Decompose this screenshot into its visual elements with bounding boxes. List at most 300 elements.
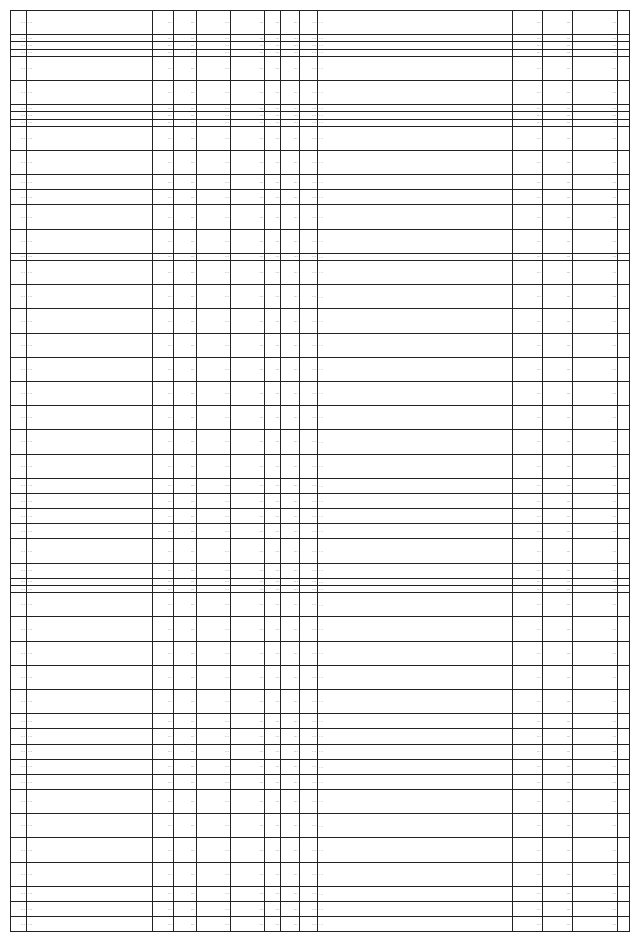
row-cost: … <box>572 11 618 35</box>
row-year-end: … <box>542 478 572 493</box>
row-works-list: … <box>318 617 513 641</box>
table-row <box>11 11 630 35</box>
table-row <box>11 539 630 563</box>
row-year-start: … <box>512 862 542 886</box>
table-row <box>11 56 630 80</box>
row-address: … <box>27 729 153 744</box>
row-living-area: … <box>231 838 265 862</box>
row-extra-value: … <box>299 229 317 253</box>
row-blank-cell <box>618 689 630 713</box>
row-blank-cell <box>618 838 630 862</box>
row-address: … <box>27 862 153 886</box>
row-cost: … <box>572 641 618 665</box>
row-address: … <box>27 886 153 901</box>
row-entrances: … <box>265 150 281 174</box>
row-build-year: … <box>173 478 196 493</box>
table-row <box>11 814 630 838</box>
row-year-end: … <box>542 175 572 190</box>
row-number: … <box>11 917 27 932</box>
row-living-area: … <box>231 285 265 309</box>
row-entrances: … <box>265 774 281 789</box>
row-year-end: … <box>542 229 572 253</box>
row-build-year: … <box>173 814 196 838</box>
row-floors: … <box>153 509 174 524</box>
row-year-end: … <box>542 357 572 381</box>
row-entrances: … <box>265 744 281 759</box>
row-works-list: … <box>318 430 513 454</box>
row-total-area: … <box>196 641 230 665</box>
row-total-area: … <box>196 593 230 617</box>
row-extra-value: … <box>299 862 317 886</box>
row-number: … <box>11 478 27 493</box>
row-living-area: … <box>231 641 265 665</box>
row-works-list: … <box>318 406 513 430</box>
row-residents: … <box>281 774 299 789</box>
row-extra-value: … <box>299 42 317 49</box>
row-entrances: … <box>265 689 281 713</box>
row-living-area: … <box>231 11 265 35</box>
row-works-list: … <box>318 790 513 814</box>
row-year-end: … <box>542 493 572 508</box>
row-address: … <box>27 454 153 478</box>
row-works-list: … <box>318 42 513 49</box>
row-residents: … <box>281 190 299 205</box>
row-residents: … <box>281 105 299 112</box>
row-extra-value: … <box>299 641 317 665</box>
row-works-list: … <box>318 309 513 333</box>
row-total-area: … <box>196 838 230 862</box>
row-year-start: … <box>512 205 542 229</box>
row-number: … <box>11 665 27 689</box>
row-works-list: … <box>318 35 513 42</box>
row-entrances: … <box>265 105 281 112</box>
row-residents: … <box>281 744 299 759</box>
row-total-area: … <box>196 714 230 729</box>
row-year-end: … <box>542 774 572 789</box>
row-cost: … <box>572 617 618 641</box>
row-total-area: … <box>196 493 230 508</box>
row-residents: … <box>281 838 299 862</box>
row-address: … <box>27 430 153 454</box>
row-number: … <box>11 381 27 405</box>
row-number: … <box>11 190 27 205</box>
row-build-year: … <box>173 759 196 774</box>
row-floors: … <box>153 714 174 729</box>
row-residents: … <box>281 126 299 150</box>
row-entrances: … <box>265 42 281 49</box>
row-number: … <box>11 617 27 641</box>
row-number: … <box>11 357 27 381</box>
row-blank-cell <box>618 42 630 49</box>
row-extra-value: … <box>299 333 317 357</box>
row-number: … <box>11 285 27 309</box>
row-address: … <box>27 309 153 333</box>
row-number: … <box>11 509 27 524</box>
row-entrances: … <box>265 862 281 886</box>
row-entrances: … <box>265 902 281 917</box>
row-blank-cell <box>618 205 630 229</box>
row-floors: … <box>153 49 174 56</box>
row-build-year: … <box>173 563 196 578</box>
row-living-area: … <box>231 190 265 205</box>
row-living-area: … <box>231 729 265 744</box>
row-residents: … <box>281 593 299 617</box>
row-residents: … <box>281 478 299 493</box>
row-total-area: … <box>196 759 230 774</box>
row-total-area: … <box>196 578 230 585</box>
row-extra-value: … <box>299 381 317 405</box>
row-works-list: … <box>318 886 513 901</box>
row-works-list: … <box>318 917 513 932</box>
row-address: … <box>27 759 153 774</box>
row-living-area: … <box>231 333 265 357</box>
row-cost: … <box>572 126 618 150</box>
row-year-end: … <box>542 205 572 229</box>
row-floors: … <box>153 119 174 126</box>
table-row <box>11 42 630 49</box>
row-total-area: … <box>196 406 230 430</box>
row-floors: … <box>153 586 174 593</box>
registry-page <box>10 10 630 927</box>
row-total-area: … <box>196 509 230 524</box>
row-works-list: … <box>318 190 513 205</box>
row-floors: … <box>153 917 174 932</box>
row-floors: … <box>153 430 174 454</box>
row-address: … <box>27 714 153 729</box>
row-cost: … <box>572 478 618 493</box>
row-cost: … <box>572 229 618 253</box>
row-cost: … <box>572 56 618 80</box>
row-living-area: … <box>231 593 265 617</box>
row-floors: … <box>153 774 174 789</box>
row-cost: … <box>572 714 618 729</box>
row-cost: … <box>572 759 618 774</box>
row-extra-value: … <box>299 790 317 814</box>
row-year-end: … <box>542 333 572 357</box>
row-blank-cell <box>618 56 630 80</box>
row-year-end: … <box>542 617 572 641</box>
row-total-area: … <box>196 617 230 641</box>
row-cost: … <box>572 563 618 578</box>
row-entrances: … <box>265 261 281 285</box>
row-year-end: … <box>542 261 572 285</box>
row-cost: … <box>572 493 618 508</box>
row-total-area: … <box>196 229 230 253</box>
row-build-year: … <box>173 862 196 886</box>
row-number: … <box>11 126 27 150</box>
row-year-start: … <box>512 689 542 713</box>
row-floors: … <box>153 641 174 665</box>
row-blank-cell <box>618 333 630 357</box>
row-extra-value: … <box>299 119 317 126</box>
row-floors: … <box>153 381 174 405</box>
row-residents: … <box>281 406 299 430</box>
row-blank-cell <box>618 665 630 689</box>
row-year-end: … <box>542 509 572 524</box>
row-cost: … <box>572 80 618 104</box>
row-floors: … <box>153 744 174 759</box>
row-address: … <box>27 119 153 126</box>
row-works-list: … <box>318 150 513 174</box>
row-works-list: … <box>318 524 513 539</box>
row-blank-cell <box>618 406 630 430</box>
row-entrances: … <box>265 56 281 80</box>
row-year-end: … <box>542 430 572 454</box>
row-cost: … <box>572 509 618 524</box>
row-year-end: … <box>542 917 572 932</box>
row-floors: … <box>153 126 174 150</box>
row-year-end: … <box>542 285 572 309</box>
row-extra-value: … <box>299 35 317 42</box>
row-extra-value: … <box>299 729 317 744</box>
row-year-start: … <box>512 563 542 578</box>
row-extra-value: … <box>299 586 317 593</box>
row-cost: … <box>572 406 618 430</box>
row-floors: … <box>153 838 174 862</box>
row-cost: … <box>572 578 618 585</box>
row-number: … <box>11 886 27 901</box>
row-address: … <box>27 11 153 35</box>
row-floors: … <box>153 729 174 744</box>
row-living-area: … <box>231 689 265 713</box>
row-year-start: … <box>512 56 542 80</box>
row-extra-value: … <box>299 80 317 104</box>
row-year-end: … <box>542 11 572 35</box>
row-extra-value: … <box>299 886 317 901</box>
row-address: … <box>27 42 153 49</box>
row-living-area: … <box>231 261 265 285</box>
row-number: … <box>11 454 27 478</box>
table-row <box>11 641 630 665</box>
row-total-area: … <box>196 790 230 814</box>
row-extra-value: … <box>299 406 317 430</box>
row-blank-cell <box>618 759 630 774</box>
row-year-start: … <box>512 593 542 617</box>
row-living-area: … <box>231 774 265 789</box>
row-build-year: … <box>173 578 196 585</box>
row-residents: … <box>281 641 299 665</box>
row-build-year: … <box>173 309 196 333</box>
row-works-list: … <box>318 80 513 104</box>
row-build-year: … <box>173 35 196 42</box>
row-cost: … <box>572 790 618 814</box>
row-blank-cell <box>618 175 630 190</box>
row-year-start: … <box>512 119 542 126</box>
row-cost: … <box>572 862 618 886</box>
row-residents: … <box>281 357 299 381</box>
row-build-year: … <box>173 261 196 285</box>
row-address: … <box>27 641 153 665</box>
row-year-start: … <box>512 509 542 524</box>
row-floors: … <box>153 112 174 119</box>
row-living-area: … <box>231 229 265 253</box>
row-year-end: … <box>542 454 572 478</box>
row-extra-value: … <box>299 665 317 689</box>
row-address: … <box>27 838 153 862</box>
row-entrances: … <box>265 563 281 578</box>
row-year-start: … <box>512 714 542 729</box>
row-floors: … <box>153 814 174 838</box>
row-year-start: … <box>512 524 542 539</box>
row-build-year: … <box>173 11 196 35</box>
row-build-year: … <box>173 126 196 150</box>
row-residents: … <box>281 862 299 886</box>
row-living-area: … <box>231 119 265 126</box>
row-entrances: … <box>265 357 281 381</box>
row-blank-cell <box>618 563 630 578</box>
row-extra-value: … <box>299 759 317 774</box>
row-residents: … <box>281 381 299 405</box>
table-row <box>11 902 630 917</box>
row-year-end: … <box>542 593 572 617</box>
row-address: … <box>27 175 153 190</box>
row-living-area: … <box>231 862 265 886</box>
row-works-list: … <box>318 175 513 190</box>
row-cost: … <box>572 917 618 932</box>
row-cost: … <box>572 35 618 42</box>
table-row <box>11 509 630 524</box>
row-build-year: … <box>173 119 196 126</box>
row-works-list: … <box>318 285 513 309</box>
row-entrances: … <box>265 175 281 190</box>
row-works-list: … <box>318 641 513 665</box>
row-living-area: … <box>231 790 265 814</box>
row-entrances: … <box>265 119 281 126</box>
table-row <box>11 593 630 617</box>
row-residents: … <box>281 524 299 539</box>
row-year-end: … <box>542 759 572 774</box>
row-cost: … <box>572 357 618 381</box>
row-works-list: … <box>318 578 513 585</box>
row-cost: … <box>572 902 618 917</box>
row-entrances: … <box>265 814 281 838</box>
row-living-area: … <box>231 524 265 539</box>
row-residents: … <box>281 285 299 309</box>
row-address: … <box>27 593 153 617</box>
row-total-area: … <box>196 357 230 381</box>
row-residents: … <box>281 586 299 593</box>
row-blank-cell <box>618 902 630 917</box>
row-works-list: … <box>318 689 513 713</box>
row-living-area: … <box>231 539 265 563</box>
row-extra-value: … <box>299 578 317 585</box>
row-living-area: … <box>231 586 265 593</box>
row-blank-cell <box>618 285 630 309</box>
row-number: … <box>11 205 27 229</box>
row-build-year: … <box>173 80 196 104</box>
row-cost: … <box>572 665 618 689</box>
row-build-year: … <box>173 641 196 665</box>
row-living-area: … <box>231 744 265 759</box>
row-works-list: … <box>318 774 513 789</box>
row-entrances: … <box>265 886 281 901</box>
table-row <box>11 49 630 56</box>
row-total-area: … <box>196 478 230 493</box>
row-entrances: … <box>265 430 281 454</box>
row-total-area: … <box>196 886 230 901</box>
row-works-list: … <box>318 586 513 593</box>
row-year-start: … <box>512 112 542 119</box>
row-extra-value: … <box>299 593 317 617</box>
row-blank-cell <box>618 229 630 253</box>
row-year-end: … <box>542 309 572 333</box>
row-year-start: … <box>512 357 542 381</box>
row-build-year: … <box>173 150 196 174</box>
table-row <box>11 790 630 814</box>
row-residents: … <box>281 759 299 774</box>
row-year-end: … <box>542 80 572 104</box>
row-year-end: … <box>542 814 572 838</box>
row-year-start: … <box>512 229 542 253</box>
row-residents: … <box>281 56 299 80</box>
row-cost: … <box>572 586 618 593</box>
row-year-start: … <box>512 759 542 774</box>
row-build-year: … <box>173 190 196 205</box>
row-extra-value: … <box>299 524 317 539</box>
row-year-end: … <box>542 105 572 112</box>
row-living-area: … <box>231 35 265 42</box>
row-floors: … <box>153 886 174 901</box>
table-row <box>11 333 630 357</box>
row-living-area: … <box>231 80 265 104</box>
row-floors: … <box>153 35 174 42</box>
row-total-area: … <box>196 586 230 593</box>
row-residents: … <box>281 689 299 713</box>
row-living-area: … <box>231 886 265 901</box>
row-extra-value: … <box>299 11 317 35</box>
row-residents: … <box>281 665 299 689</box>
row-year-end: … <box>542 524 572 539</box>
row-year-end: … <box>542 563 572 578</box>
row-living-area: … <box>231 175 265 190</box>
row-works-list: … <box>318 838 513 862</box>
table-row <box>11 454 630 478</box>
row-living-area: … <box>231 42 265 49</box>
row-year-start: … <box>512 430 542 454</box>
row-floors: … <box>153 56 174 80</box>
row-works-list: … <box>318 333 513 357</box>
row-residents: … <box>281 430 299 454</box>
row-year-end: … <box>542 838 572 862</box>
row-works-list: … <box>318 729 513 744</box>
row-floors: … <box>153 665 174 689</box>
row-cost: … <box>572 886 618 901</box>
row-residents: … <box>281 539 299 563</box>
row-number: … <box>11 42 27 49</box>
row-living-area: … <box>231 406 265 430</box>
row-build-year: … <box>173 493 196 508</box>
table-row <box>11 478 630 493</box>
row-floors: … <box>153 454 174 478</box>
row-residents: … <box>281 886 299 901</box>
row-address: … <box>27 333 153 357</box>
row-residents: … <box>281 11 299 35</box>
row-works-list: … <box>318 261 513 285</box>
table-row <box>11 35 630 42</box>
row-year-start: … <box>512 253 542 260</box>
row-extra-value: … <box>299 49 317 56</box>
row-year-start: … <box>512 586 542 593</box>
row-floors: … <box>153 902 174 917</box>
row-entrances: … <box>265 80 281 104</box>
row-year-start: … <box>512 261 542 285</box>
row-entrances: … <box>265 333 281 357</box>
row-address: … <box>27 524 153 539</box>
row-works-list: … <box>318 714 513 729</box>
row-total-area: … <box>196 563 230 578</box>
row-number: … <box>11 175 27 190</box>
row-floors: … <box>153 333 174 357</box>
